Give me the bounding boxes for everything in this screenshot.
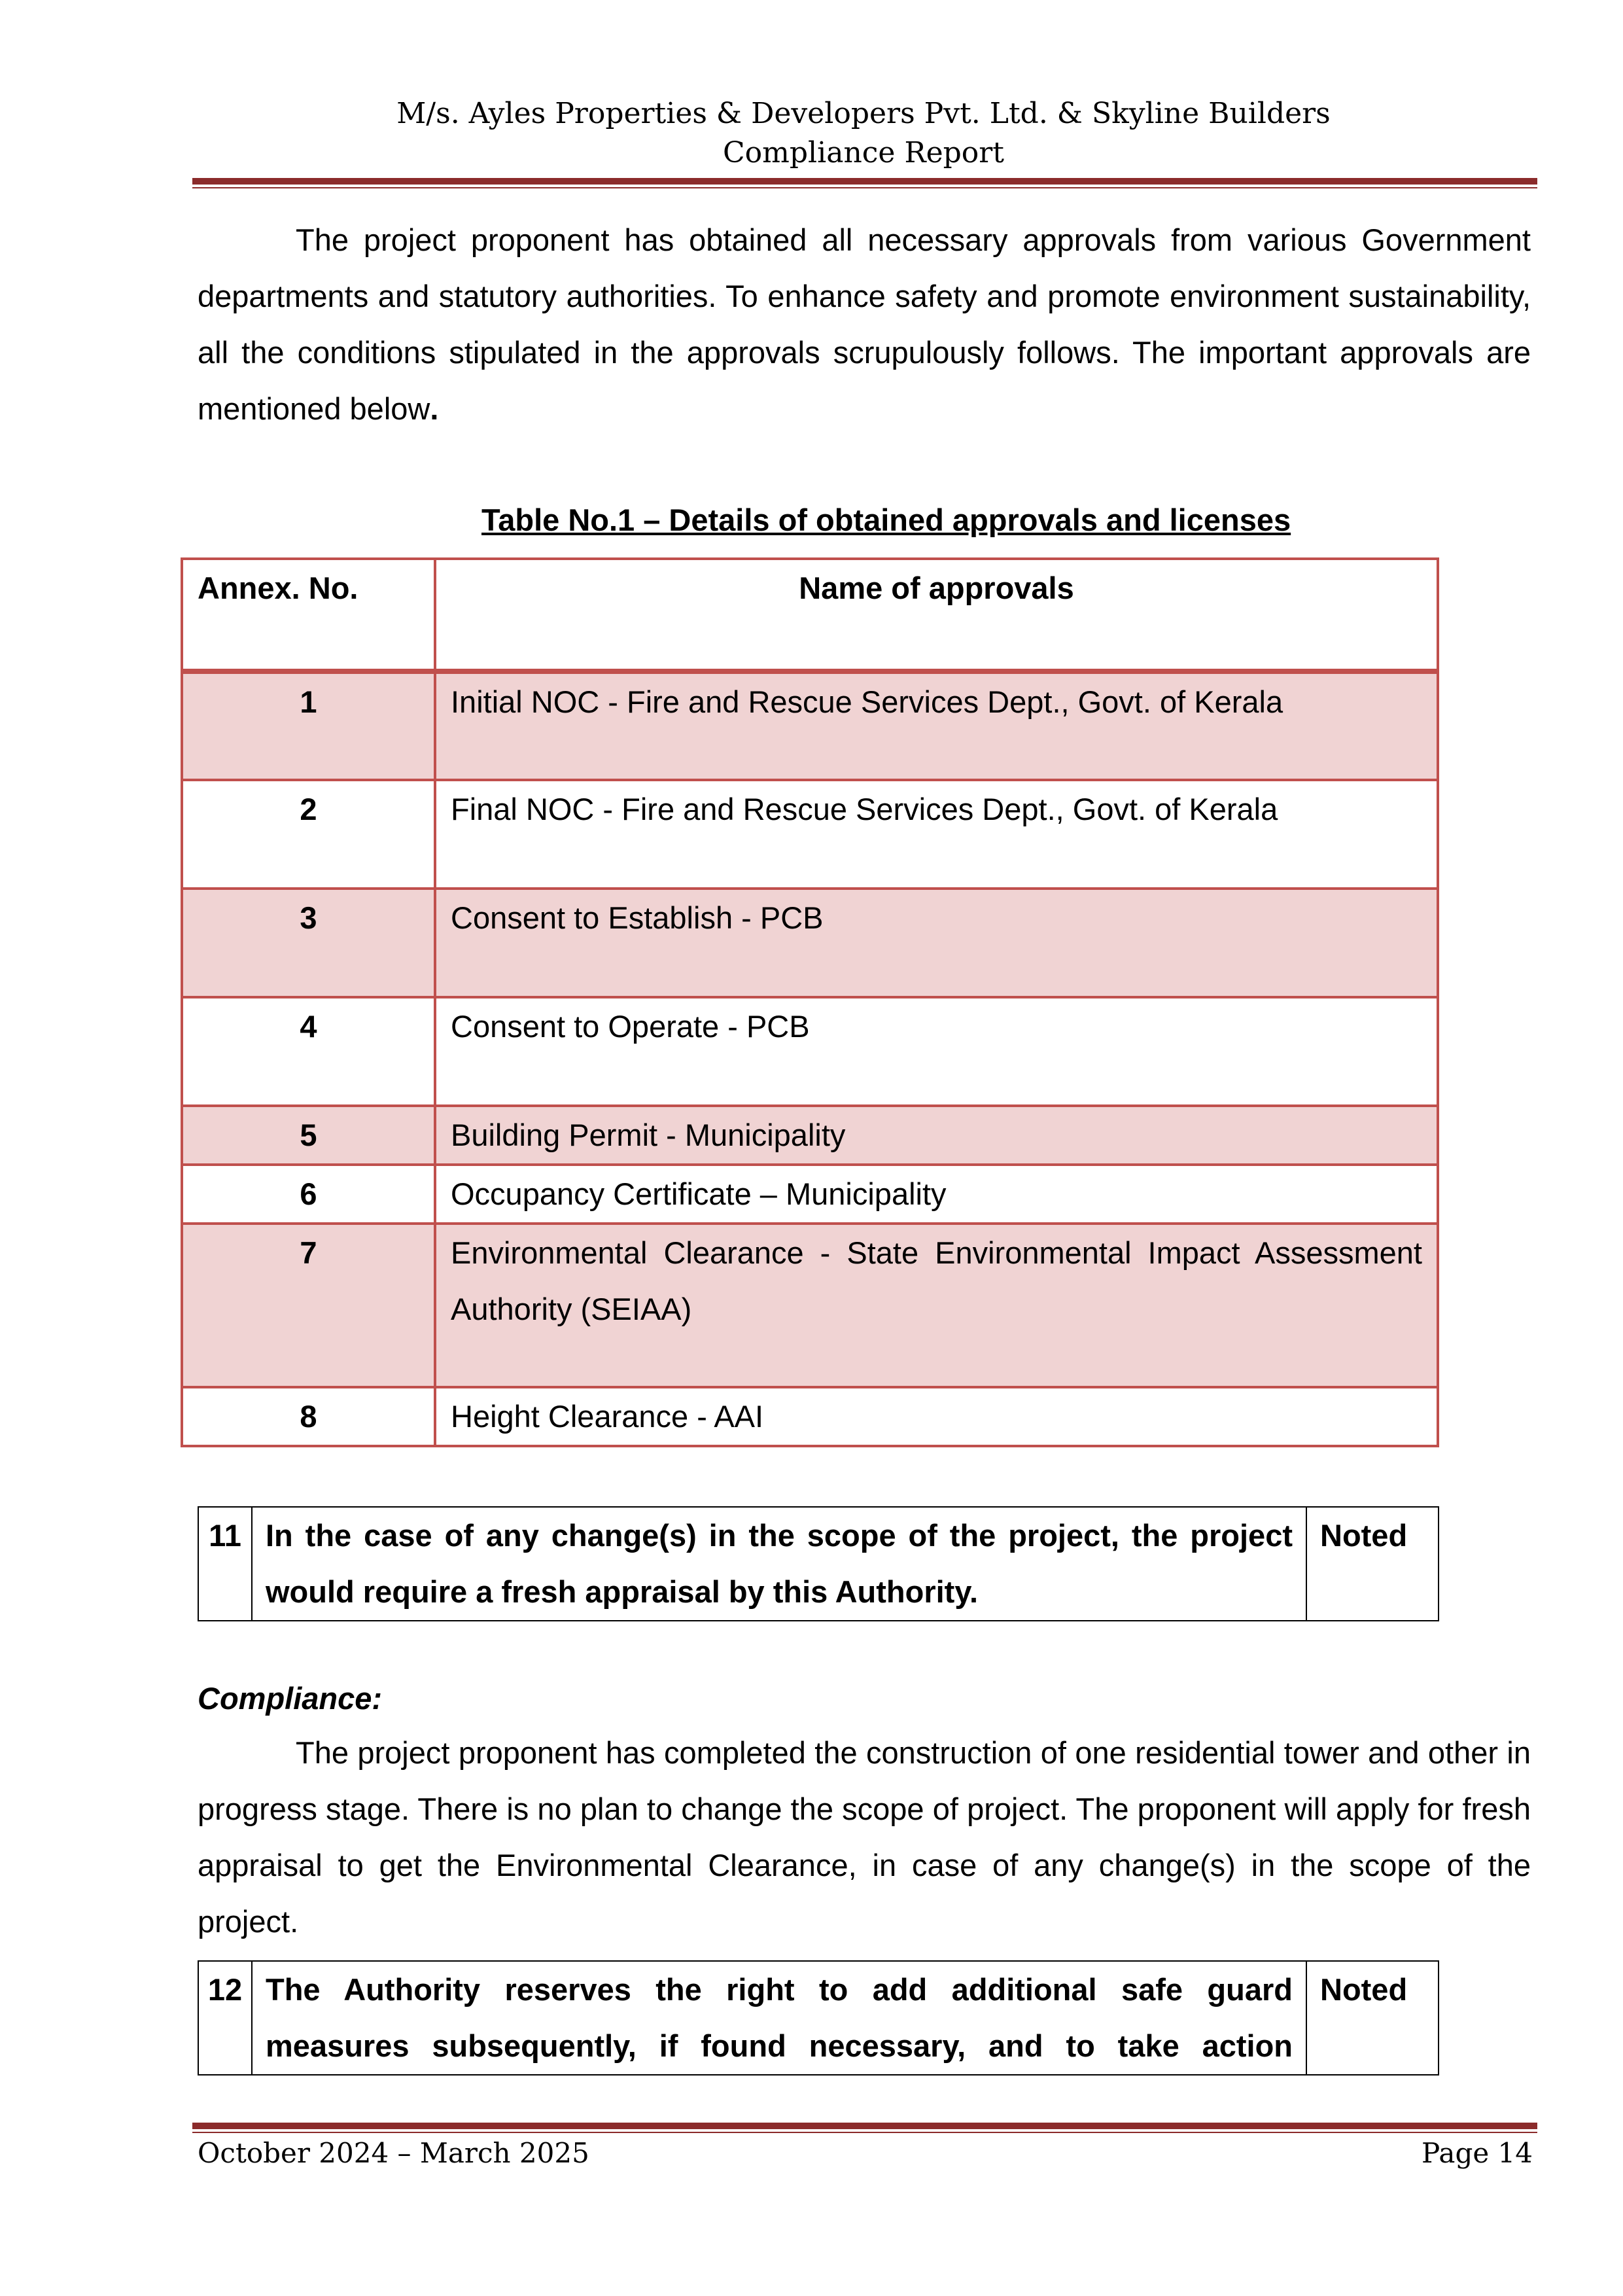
table-row bbox=[182, 1387, 1438, 1446]
approval-name: Height Clearance - AAI bbox=[435, 1387, 1438, 1446]
table-row bbox=[182, 1224, 1438, 1387]
condition-number: 11 bbox=[198, 1507, 252, 1621]
header-rule bbox=[192, 178, 1537, 188]
table-row bbox=[182, 997, 1438, 1106]
annex-no: 7 bbox=[182, 1224, 435, 1387]
table-header-row bbox=[182, 559, 1438, 671]
intro-period: . bbox=[430, 391, 439, 426]
approval-name: Environmental Clearance - State Environmental Impact Assessment Authority (SEIAA) bbox=[435, 1224, 1438, 1387]
table-row bbox=[182, 671, 1438, 780]
compliance-label: Compliance: bbox=[198, 1681, 383, 1716]
page-number: Page 14 bbox=[1422, 2137, 1533, 2169]
table-row bbox=[182, 1106, 1438, 1165]
report-title: Compliance Report bbox=[723, 136, 1004, 169]
company-name: M/s. Ayles Properties & Developers Pvt. Ltd. & Skyline Builders bbox=[396, 97, 1331, 130]
table-row bbox=[182, 1165, 1438, 1224]
table-row bbox=[182, 889, 1438, 997]
approval-name: Consent to Operate - PCB bbox=[435, 997, 1438, 1106]
condition-12-table bbox=[198, 1960, 1439, 2075]
annex-no: 1 bbox=[182, 671, 435, 780]
condition-11-table bbox=[198, 1506, 1439, 1621]
intro-paragraph bbox=[198, 212, 1531, 437]
condition-text: The Authority reserves the right to add additional safe guard measures subsequently, if found necessary, and to take action bbox=[252, 1961, 1306, 2075]
annex-no: 5 bbox=[182, 1106, 435, 1165]
header-approval-name: Name of approvals bbox=[435, 559, 1438, 671]
footer-period: October 2024 – March 2025 bbox=[198, 2137, 589, 2169]
approvals-table bbox=[181, 557, 1439, 1447]
table-row bbox=[182, 780, 1438, 889]
condition-row bbox=[198, 1961, 1439, 2075]
annex-no: 6 bbox=[182, 1165, 435, 1224]
compliance-paragraph: The project proponent has completed the construction of one residential tower and other in progress stage. There is no plan to change the scope of project. The proponent will apply for fresh appraisal to get the Environmental Clearance, in case of any change(s) in the scope of the project. bbox=[198, 1735, 1531, 1939]
condition-number: 12 bbox=[198, 1961, 252, 2075]
approval-name: Initial NOC - Fire and Rescue Services Dept., Govt. of Kerala bbox=[435, 671, 1438, 780]
intro-text: The project proponent has obtained all necessary approvals from various Government departments and statutory authorities. To enhance safety and promote environment sustainability, all the conditions stipulated in the approvals scrupulously follows. The important approvals are mentioned below bbox=[198, 222, 1531, 426]
page-header bbox=[190, 94, 1537, 173]
annex-no: 3 bbox=[182, 889, 435, 997]
approval-name: Final NOC - Fire and Rescue Services Dept., Govt. of Kerala bbox=[435, 780, 1438, 889]
condition-status: Noted bbox=[1306, 1507, 1439, 1621]
annex-no: 2 bbox=[182, 780, 435, 889]
condition-row bbox=[198, 1507, 1439, 1621]
annex-no: 8 bbox=[182, 1387, 435, 1446]
condition-status: Noted bbox=[1306, 1961, 1439, 2075]
approval-name: Consent to Establish - PCB bbox=[435, 889, 1438, 997]
table-title: Table No.1 – Details of obtained approvals and licenses bbox=[481, 503, 1291, 537]
condition-text: In the case of any change(s) in the scope of the project, the project would require a fresh appraisal by this Authority. bbox=[252, 1507, 1306, 1621]
annex-no: 4 bbox=[182, 997, 435, 1106]
approval-name: Building Permit - Municipality bbox=[435, 1106, 1438, 1165]
header-annex-no: Annex. No. bbox=[182, 559, 435, 671]
approval-name: Occupancy Certificate – Municipality bbox=[435, 1165, 1438, 1224]
